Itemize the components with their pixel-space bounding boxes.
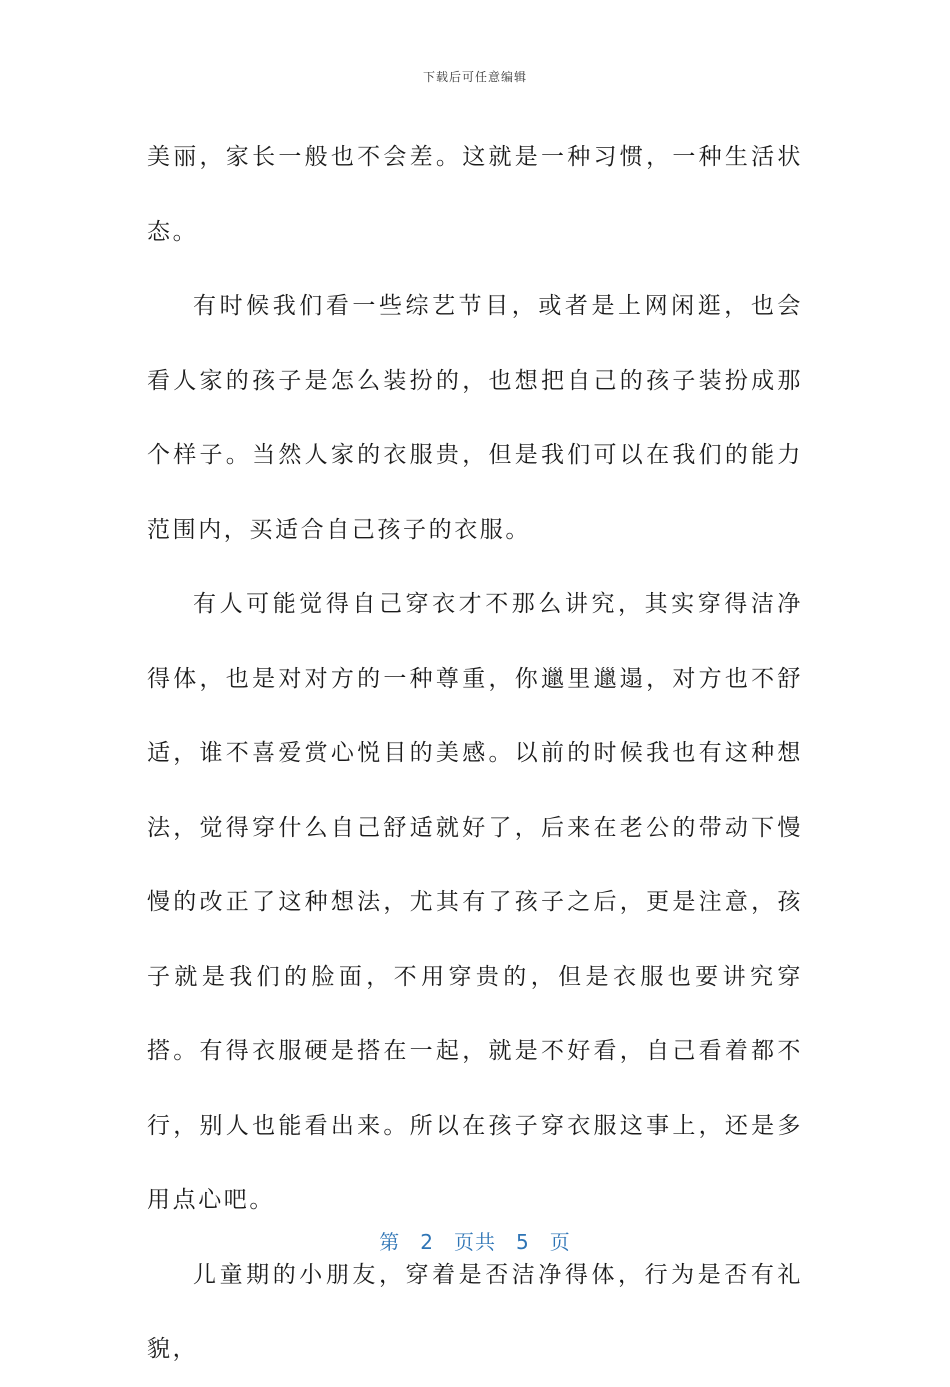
page-footer [0,1226,950,1255]
paragraph-4: 儿童期的小朋友，穿着是否洁净得体，行为是否有礼貌， [147,1261,803,1362]
footer-middle: 页共 [454,1230,496,1254]
footer-prefix: 第 [379,1230,401,1254]
footer-total-pages: 5 [516,1230,530,1254]
footer-current-page: 2 [420,1230,434,1254]
footer-suffix: 页 [549,1230,571,1254]
paragraph-3: 有人可能觉得自己穿衣才不那么讲究，其实穿得洁净得体，也是对对方的一种尊重，你邋里邋遢，对方也不舒适，谁不喜爱赏心悦目的美感。以前的时候我也有这种想法，觉得穿什么自己舒适就好了，后来在老公的带动下慢慢的改正了这种想法，尤其有了孩子之后，更是注意，孩子就是我们的脸面，不用穿贵的，但是衣服也要讲究穿搭。有得衣服硬是搭在一起，就是不好看，自己看着都不行，别人也能看出来。所以在孩子穿衣服这事上，还是多用点心吧。 [147,591,803,1213]
document-body [147,120,803,1387]
paragraph-1: 美丽，家长一般也不会差。这就是一种习惯，一种生活状态。 [147,144,803,245]
paragraph-2: 有时候我们看一些综艺节目，或者是上网闲逛，也会看人家的孩子是怎么装扮的，也想把自己的孩子装扮成那个样子。当然人家的衣服贵，但是我们可以在我们的能力范围内，买适合自己孩子的衣服。 [147,293,803,543]
page-header: 下载后可任意编辑 [422,70,527,84]
